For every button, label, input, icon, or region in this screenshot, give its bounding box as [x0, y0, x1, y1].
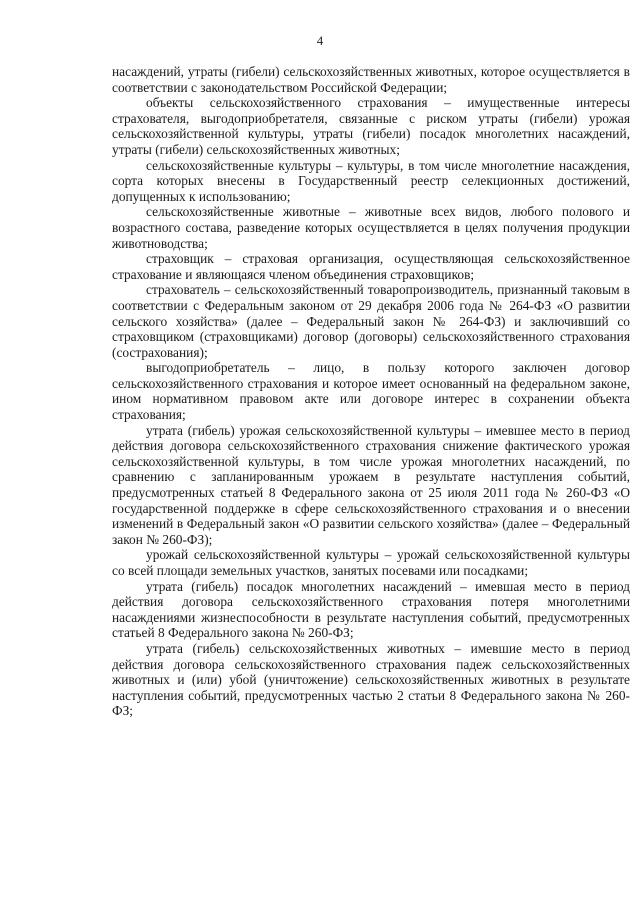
paragraph-agricultural-crops: сельскохозяйственные культуры – культуры, в том числе многолетние насаждения, сорта которых внесены в Государственный реестр селекционных достижений, допущенных к использованию; [112, 157, 630, 204]
paragraph-animal-loss: утрата (гибель) сельскохозяйственных животных – имевшие место в период действия договора сельскохозяйственного страхования падеж сельскохозяйственных животных и (или) убой (уничтожение) сельскохозяйственных животных в результате наступления событий, предусмотренных частью 2 статьи 8 Федерального закона № 260-ФЗ; [112, 640, 630, 719]
paragraph-continuation: насаждений, утраты (гибели) сельскохозяйственных животных, которое осуществляется в соответствии с законодательством Российской Федерации; [112, 64, 630, 95]
document-body [112, 64, 630, 719]
paragraph-insurer: страховщик – страховая организация, осуществляющая сельскохозяйственное страхование и являющаяся членом объединения страховщиков; [112, 251, 630, 282]
paragraph-crop-yield: урожай сельскохозяйственной культуры – урожай сельскохозяйственной культуры со всей площади земельных участков, занятых посевами или посадками; [112, 547, 630, 578]
paragraph-beneficiary: выгодоприобретатель – лицо, в пользу которого заключен договор сельскохозяйственного страхования и которое имеет основанный на федеральном законе, ином нормативном правовом акте или договоре интерес в сохранении объекта страхования; [112, 360, 630, 423]
paragraph-crop-loss: утрата (гибель) урожая сельскохозяйственной культуры – имевшее место в период действия договора сельскохозяйственного страхования снижение фактического урожая сельскохозяйственной культуры, в том числе урожая многолетних насаждений, по сравнению с запланированным урожаем в результате наступления событий, предусмотренных статьей 8 Федерального закона от 25 июля 2011 года № 260-ФЗ «О государственной поддержке в сфере сельскохозяйственного страхования и о внесении изменений в Федеральный закон «О развитии сельского хозяйства» (далее – Федеральный закон № 260-ФЗ); [112, 422, 630, 547]
paragraph-insurance-objects: объекты сельскохозяйственного страхования – имущественные интересы страхователя, выгодоприобретателя, связанные с риском утраты (гибели) урожая сельскохозяйственной культуры, утраты (гибели) посадок многолетних насаждений, утраты (гибели) сельскохозяйственных животных; [112, 95, 630, 157]
paragraph-policyholder: страхователь – сельскохозяйственный товаропроизводитель, признанный таковым в соответствии с Федеральным законом от 29 декабря 2006 года № 264-ФЗ «О развитии сельского хозяйства» (далее – Федеральный закон № 264-ФЗ) и заключивший со страховщиком (страховщиками) договор (договоры) сельскохозяйственного страхования (сострахования); [112, 282, 630, 360]
page-number: 4 [316, 33, 324, 48]
paragraph-perennial-loss: утрата (гибель) посадок многолетних насаждений – имевшая место в период действия договора сельскохозяйственного страхования потеря многолетними насаждениями жизнеспособности в результате наступления событий, предусмотренных статьей 8 Федерального закона № 260-ФЗ; [112, 578, 630, 641]
paragraph-farm-animals: сельскохозяйственные животные – животные всех видов, любого полового и возрастного состава, разведение которых осуществляется в целях получения продукции животноводства; [112, 204, 630, 251]
